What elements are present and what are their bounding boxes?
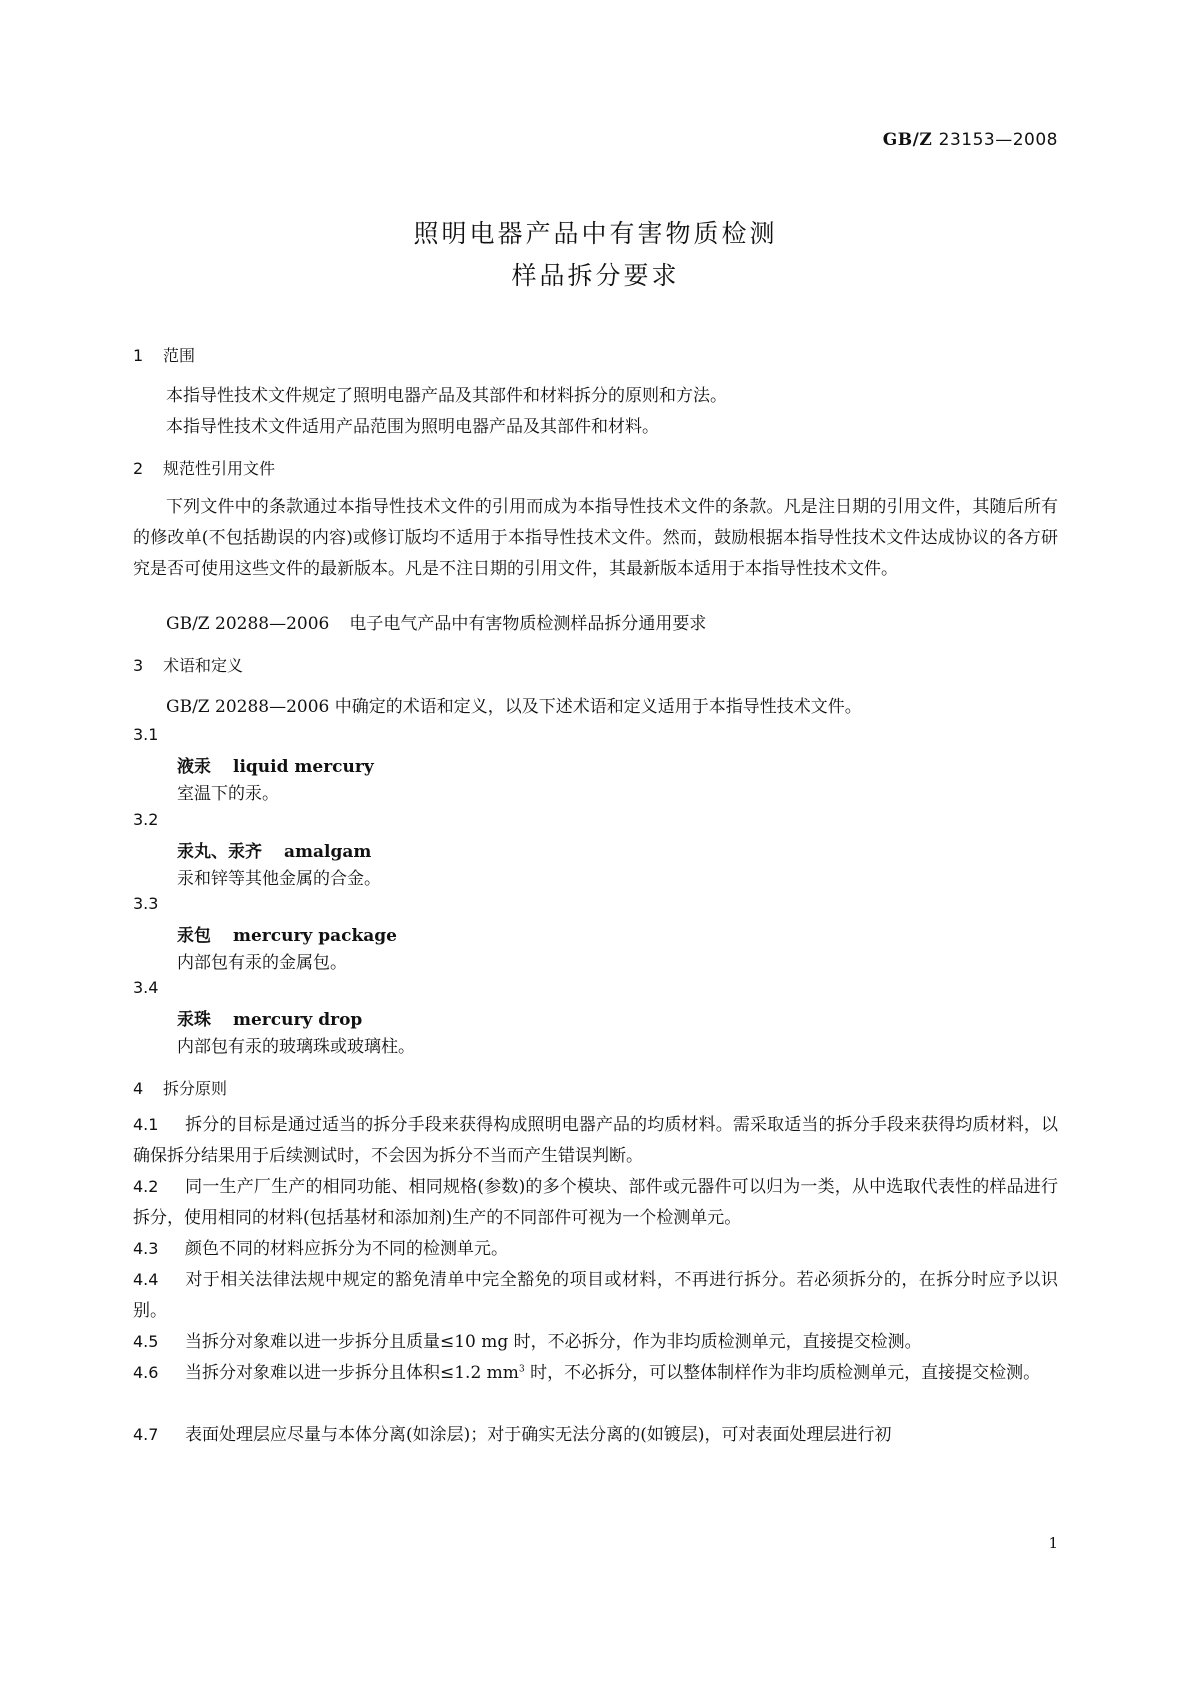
term-name <box>177 1005 362 1030</box>
clause-text: 颜色不同的材料应拆分为不同的检测单元。 <box>185 1239 508 1259</box>
clause-4-4 <box>133 1264 1058 1327</box>
clause-number: 4.4 <box>133 1270 159 1289</box>
term-name-cn: 液汞 <box>177 757 211 777</box>
section-1-paragraph-2: 本指导性技术文件适用产品范围为照明电器产品及其部件和材料。 <box>166 417 659 437</box>
term-name <box>177 837 371 862</box>
clause-4-1 <box>133 1109 1058 1172</box>
normative-reference <box>166 609 706 634</box>
reference-code: GB/Z 20288—2006 <box>166 614 330 634</box>
clause-text-part-1: 当拆分对象难以进一步拆分且体积≤1.2 mm <box>185 1363 519 1383</box>
clause-4-6 <box>133 1357 1058 1389</box>
section-1-heading <box>133 343 195 366</box>
section-number: 4 <box>133 1079 144 1098</box>
clause-text: 对于相关法律法规中规定的豁免清单中完全豁免的项目或材料，不再进行拆分。若必须拆分的，在拆分时应予以识别。 <box>133 1270 1058 1321</box>
clause-number: 4.5 <box>133 1332 159 1351</box>
standard-code <box>883 130 1058 150</box>
term-name-cn: 汞包 <box>177 926 211 946</box>
term-name-cn: 汞珠 <box>177 1010 211 1030</box>
reference-title: 电子电气产品中有害物质检测样品拆分通用要求 <box>349 614 707 634</box>
section-4-heading <box>133 1076 227 1099</box>
section-title: 术语和定义 <box>163 656 244 675</box>
document-title-line2: 样品拆分要求 <box>511 261 680 290</box>
term-name-en: mercury drop <box>233 1010 363 1030</box>
clause-number: 4.6 <box>133 1363 159 1382</box>
document-title-line1: 照明电器产品中有害物质检测 <box>413 219 778 248</box>
section-title: 范围 <box>163 346 196 365</box>
section-number: 3 <box>133 656 144 675</box>
section-title: 规范性引用文件 <box>163 459 276 478</box>
term-number: 3.1 <box>133 725 159 744</box>
term-name <box>177 921 397 946</box>
term-name-en: liquid mercury <box>233 757 374 777</box>
clause-text-part-2: 时，不必拆分，可以整体制样作为非均质检测单元，直接提交检测。 <box>524 1363 1041 1383</box>
clause-text: 同一生产厂生产的相同功能、相同规格(参数)的多个模块、部件或元器件可以归为一类，从中选取代表性的样品进行拆分，使用相同的材料(包括基材和添加剂)生产的不同部件可视为一个检测单元。 <box>133 1177 1058 1228</box>
clause-text: 拆分的目标是通过适当的拆分手段来获得构成照明电器产品的均质材料。需采取适当的拆分手段来获得均质材料，以确保拆分结果用于后续测试时，不会因为拆分不当而产生错误判断。 <box>133 1115 1058 1166</box>
page-number: 1 <box>1048 1534 1058 1552</box>
term-name-en: mercury package <box>233 926 397 946</box>
term-definition: 汞和锌等其他金属的合金。 <box>177 869 381 889</box>
section-title: 拆分原则 <box>163 1079 228 1098</box>
clause-number: 4.1 <box>133 1115 159 1134</box>
term-name-cn: 汞丸、汞齐 <box>177 842 262 862</box>
section-number: 1 <box>133 346 144 365</box>
clause-number: 4.2 <box>133 1177 159 1196</box>
term-definition: 室温下的汞。 <box>177 784 279 804</box>
section-2-paragraph: 下列文件中的条款通过本指导性技术文件的引用而成为本指导性技术文件的条款。凡是注日期的引用文件，其随后所有的修改单(不包括勘误的内容)或修订版均不适用于本指导性技术文件。然而，鼓励根据本指导性技术文件达成协议的各方研究是否可使用这些文件的最新版本。凡是不注日期的引用文件，其最新版本适用于本指导性技术文件。 <box>133 497 1058 579</box>
term-number: 3.2 <box>133 810 159 829</box>
term-number: 3.4 <box>133 978 159 997</box>
clause-4-5 <box>133 1326 1058 1358</box>
term-definition: 内部包有汞的金属包。 <box>177 953 347 973</box>
clause-4-2 <box>133 1171 1058 1234</box>
clause-text: 表面处理层应尽量与本体分离(如涂层)；对于确实无法分离的(如镀层)，可对表面处理层进行初 <box>185 1425 892 1445</box>
clause-number: 4.3 <box>133 1239 159 1258</box>
term-name <box>177 752 374 777</box>
term-name-en: amalgam <box>284 842 372 862</box>
clause-4-3 <box>133 1233 1058 1265</box>
term-number: 3.3 <box>133 894 159 913</box>
standard-code-number: 23153—2008 <box>938 130 1058 150</box>
clause-number: 4.7 <box>133 1425 159 1444</box>
clause-text: 当拆分对象难以进一步拆分且质量≤10 mg 时，不必拆分，作为非均质检测单元，直接提交检测。 <box>185 1332 922 1352</box>
clause-4-7 <box>133 1419 1058 1451</box>
section-3-intro: GB/Z 20288—2006 中确定的术语和定义，以及下述术语和定义适用于本指导性技术文件。 <box>166 697 862 717</box>
section-2-heading <box>133 456 275 479</box>
term-definition: 内部包有汞的玻璃珠或玻璃柱。 <box>177 1037 415 1057</box>
standard-code-prefix: GB/Z <box>882 130 933 150</box>
section-3-heading <box>133 653 243 676</box>
superscript: 3 <box>518 1364 525 1375</box>
section-1-paragraph-1: 本指导性技术文件规定了照明电器产品及其部件和材料拆分的原则和方法。 <box>166 386 727 406</box>
section-number: 2 <box>133 459 144 478</box>
